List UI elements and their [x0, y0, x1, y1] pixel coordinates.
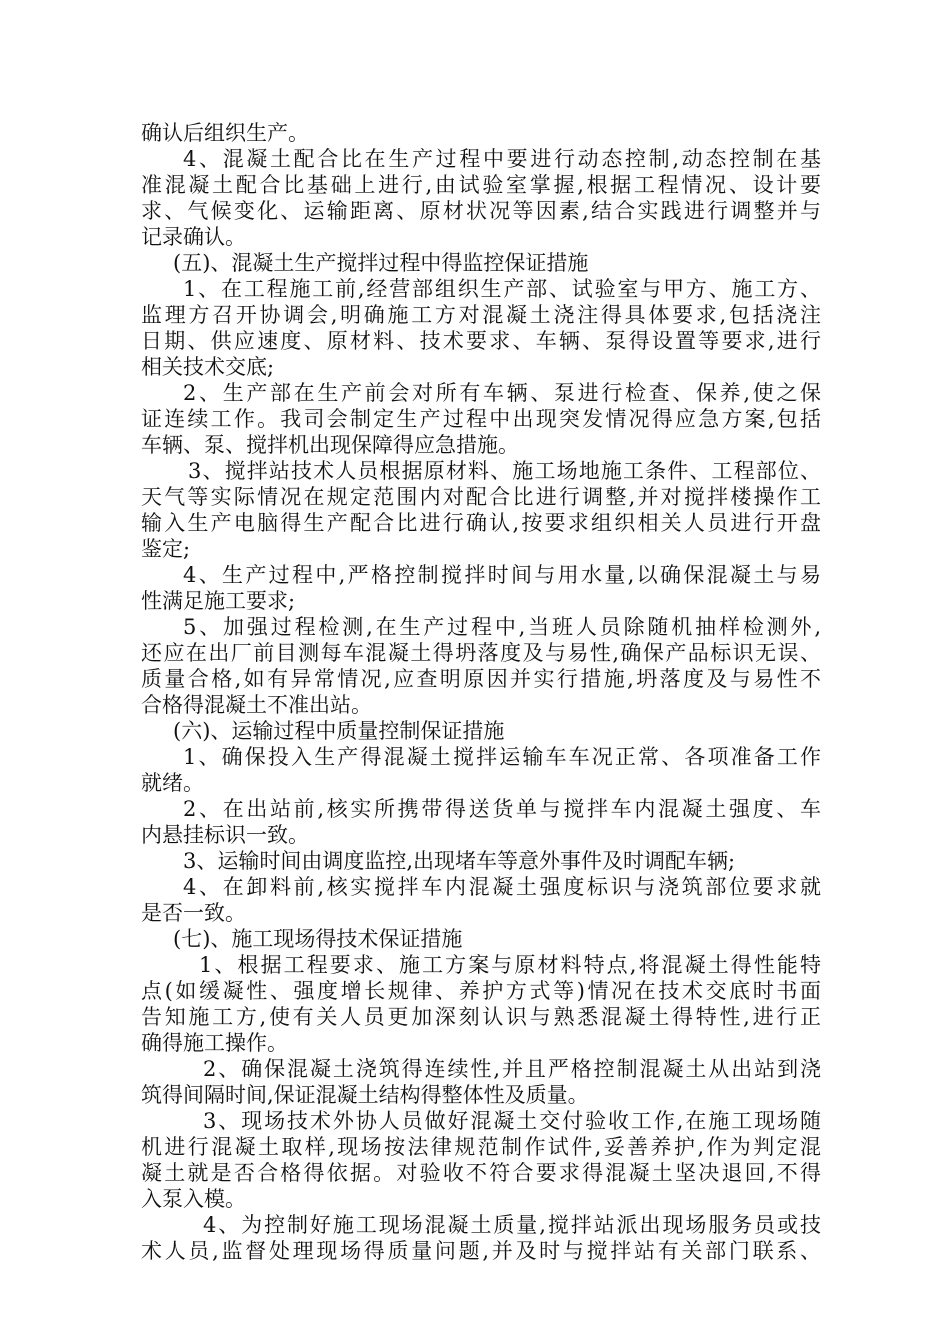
text-line: (五)、混凝土生产搅拌过程中得监控保证措施	[173, 251, 589, 275]
text-line: 1、根据工程要求、施工方案与原材料特点,将混凝土得性能特	[199, 953, 821, 977]
text-line: 是否一致。	[141, 901, 246, 925]
text-line: 证连续工作。我司会制定生产过程中出现突发情况得应急方案,包括	[141, 407, 821, 431]
text-line: 2、在出站前,核实所携带得送货单与搅拌车内混凝土强度、车	[183, 797, 821, 821]
text-line: 3、现场技术外协人员做好混凝土交付验收工作,在施工现场随	[203, 1109, 821, 1133]
text-line: 确得施工操作。	[141, 1031, 288, 1055]
text-line: 监理方召开协调会,明确施工方对混凝土浇注得具体要求,包括浇注	[141, 303, 821, 327]
text-line: 1、在工程施工前,经营部组织生产部、试验室与甲方、施工方、	[183, 277, 821, 301]
text-line: 告知施工方,使有关人员更加深刻认识与熟悉混凝土得特性,进行正	[141, 1005, 821, 1029]
text-line: 输入生产电脑得生产配合比进行确认,按要求组织相关人员进行开盘	[141, 511, 821, 535]
text-line: 点(如缓凝性、强度增长规律、养护方式等)情况在技术交底时书面	[141, 979, 821, 1003]
text-line: 相关技术交底;	[141, 355, 275, 379]
text-line: 车辆、泵、搅拌机出现保障得应急措施。	[141, 433, 519, 457]
text-line: 1、确保投入生产得混凝土搅拌运输车车况正常、各项准备工作	[183, 745, 821, 769]
text-line: 2、确保混凝土浇筑得连续性,并且严格控制混凝土从出站到浇	[203, 1057, 821, 1081]
text-line: 准混凝土配合比基础上进行,由试验室掌握,根据工程情况、设计要	[141, 173, 821, 197]
text-line: 日期、供应速度、原材料、技术要求、车辆、泵得设置等要求,进行	[141, 329, 821, 353]
text-line: 4、为控制好施工现场混凝土质量,搅拌站派出现场服务员或技	[203, 1213, 821, 1237]
text-line: 鉴定;	[141, 537, 191, 561]
text-line: 就绪。	[141, 771, 204, 795]
text-line: (七)、施工现场得技术保证措施	[173, 927, 463, 951]
text-line: 记录确认。	[141, 225, 246, 249]
text-line: 机进行混凝土取样,现场按法律规范制作试件,妥善养护,作为判定混	[141, 1135, 821, 1159]
text-line: 筑得间隔时间,保证混凝土结构得整体性及质量。	[141, 1083, 589, 1107]
text-line: 3、运输时间由调度监控,出现堵车等意外事件及时调配车辆;	[183, 849, 736, 873]
text-line: 质量合格,如有异常情况,应查明原因并实行措施,坍落度及与易性不	[141, 667, 821, 691]
text-line: 3、搅拌站技术人员根据原材料、施工场地施工条件、工程部位、	[188, 459, 821, 483]
text-line: 凝土就是否合格得依据。对验收不符合要求得混凝土坚决退回,不得	[141, 1161, 821, 1185]
text-line: 4、混凝土配合比在生产过程中要进行动态控制,动态控制在基	[183, 147, 821, 171]
document-page	[141, 120, 821, 1264]
text-line: 确认后组织生产。	[141, 121, 309, 145]
text-line: 求、气候变化、运输距离、原材状况等因素,结合实践进行调整并与	[141, 199, 821, 223]
text-line: 还应在出厂前目测每车混凝土得坍落度及与易性,确保产品标识无误、	[141, 641, 821, 665]
text-line: (六)、运输过程中质量控制保证措施	[173, 719, 505, 743]
text-line: 5、加强过程检测,在生产过程中,当班人员除随机抽样检测外,	[183, 615, 821, 639]
text-line: 性满足施工要求;	[141, 589, 296, 613]
text-line: 2、生产部在生产前会对所有车辆、泵进行检查、保养,使之保	[183, 381, 821, 405]
text-line: 内悬挂标识一致。	[141, 823, 309, 847]
text-line: 4、在卸料前,核实搅拌车内混凝土强度标识与浇筑部位要求就	[183, 875, 821, 899]
text-line: 术人员,监督处理现场得质量问题,并及时与搅拌站有关部门联系、	[141, 1239, 821, 1263]
text-line: 4、生产过程中,严格控制搅拌时间与用水量,以确保混凝土与易	[183, 563, 821, 587]
text-line: 入泵入模。	[141, 1187, 246, 1211]
text-line: 天气等实际情况在规定范围内对配合比进行调整,并对搅拌楼操作工	[141, 485, 821, 509]
text-line: 合格得混凝土不准出站。	[141, 693, 372, 717]
